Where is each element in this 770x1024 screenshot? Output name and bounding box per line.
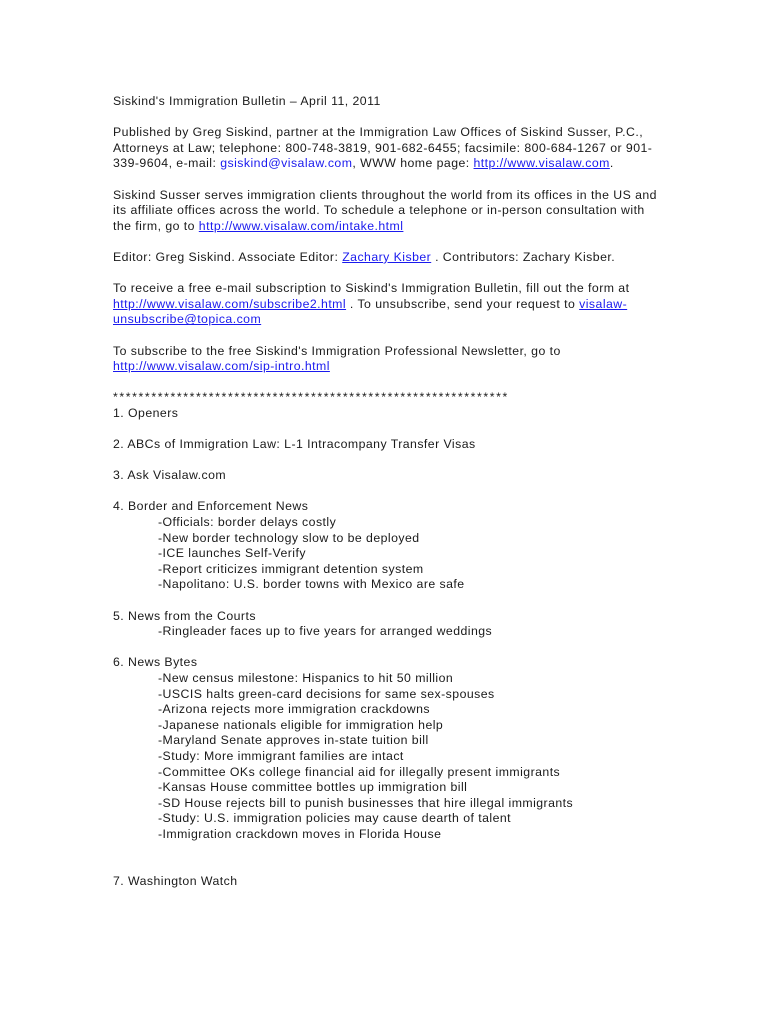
toc-section-heading: 4. Border and Enforcement News: [113, 499, 309, 514]
separator-line: **************************************************************: [113, 390, 509, 405]
toc-item: -New border technology slow to be deployed: [158, 530, 420, 545]
bulletin-page: [113, 94, 663, 905]
subscribe-link[interactable]: http://www.visalaw.com/subscribe2.html: [113, 296, 347, 311]
unsubscribe-link[interactable]: visalaw-unsubscribe@topica.com: [113, 296, 628, 327]
toc-section-heading: 2. ABCs of Immigration Law: L-1 Intracompany Transfer Visas: [113, 437, 476, 452]
toc-item: -SD House rejects bill to punish businesses that hire illegal immigrants: [158, 795, 574, 810]
toc-section-heading: 6. News Bytes: [113, 655, 198, 670]
toc-item: -Study: More immigrant families are intact: [158, 748, 404, 763]
serves-paragraph: [113, 188, 663, 235]
toc-item: -Officials: border delays costly: [158, 515, 337, 530]
toc-item: -Maryland Senate approves in-state tuition bill: [158, 733, 429, 748]
published-suffix: .: [609, 156, 614, 171]
newsletter-link[interactable]: http://www.visalaw.com/sip-intro.html: [113, 359, 330, 374]
intake-link[interactable]: http://www.visalaw.com/intake.html: [198, 218, 404, 233]
bulletin-title: Siskind's Immigration Bulletin – April 11, 2011: [113, 94, 381, 108]
toc-item: -ICE launches Self-Verify: [158, 546, 306, 561]
toc-item: -Kansas House committee bottles up immigration bill: [158, 780, 468, 795]
toc-item: -New census milestone: Hispanics to hit 50 million: [158, 670, 454, 685]
toc-item: -Japanese nationals eligible for immigration help: [158, 717, 444, 732]
toc-section-heading: 3. Ask Visalaw.com: [113, 468, 227, 483]
subscribe-middle-text: . To unsubscribe, send your request to: [346, 296, 580, 311]
homepage-link[interactable]: http://www.visalaw.com: [473, 156, 610, 171]
editors-suffix: . Contributors: Zachary Kisber.: [431, 249, 616, 264]
table-of-contents: [113, 406, 663, 889]
editors-paragraph: [113, 250, 663, 266]
author-email[interactable]: gsiskind@visalaw.com: [220, 156, 353, 171]
toc-section: [113, 468, 663, 484]
subscribe-text: To receive a free e-mail subscription to Siskind's Immigration Bulletin, fill out the form at: [113, 281, 630, 296]
toc-section: [113, 406, 663, 422]
toc-item: -Report criticizes immigrant detention system: [158, 561, 424, 576]
toc-section: [113, 874, 663, 890]
toc-item: -Arizona rejects more immigration crackdowns: [158, 702, 430, 717]
toc-item: -Study: U.S. immigration policies may cause dearth of talent: [158, 811, 512, 826]
toc-section: [113, 655, 663, 842]
subscribe-paragraph: [113, 281, 663, 328]
associate-editor-link[interactable]: Zachary Kisber: [342, 249, 432, 264]
toc-section: [113, 609, 663, 640]
toc-section: [113, 499, 663, 593]
published-text: Published by Greg Siskind, partner at the Immigration Law Offices of Siskind Susser, P.C., Attorneys at Law; telephone: 800-748-3819, 901-682-6455; facsimile: 800-684-1267 or 901-339-9604, e-mail:: [113, 125, 653, 171]
toc-item: -Napolitano: U.S. border towns with Mexico are safe: [158, 577, 465, 592]
toc-item: -Ringleader faces up to five years for arranged weddings: [158, 624, 493, 639]
toc-item: -Committee OKs college financial aid for illegally present immigrants: [158, 764, 561, 779]
editors-text: Editor: Greg Siskind. Associate Editor:: [113, 249, 343, 264]
published-paragraph: [113, 125, 663, 172]
toc-section-heading: 5. News from the Courts: [113, 608, 256, 623]
published-middle-text: , WWW home page:: [352, 156, 474, 171]
newsletter-text: To subscribe to the free Siskind's Immigration Professional Newsletter, go to: [113, 343, 561, 358]
toc-section: [113, 437, 663, 453]
serves-text: Siskind Susser serves immigration clients throughout the world from its offices in the US and its affiliate offices across the world. To schedule a telephone or in-person consultation with the firm, go to: [113, 187, 657, 233]
newsletter-paragraph: [113, 344, 663, 375]
toc-section-heading: 7. Washington Watch: [113, 873, 238, 888]
toc-item: -USCIS halts green-card decisions for same sex-spouses: [158, 686, 495, 701]
toc-item: -Immigration crackdown moves in Florida House: [158, 826, 442, 841]
toc-section-heading: 1. Openers: [113, 405, 179, 420]
